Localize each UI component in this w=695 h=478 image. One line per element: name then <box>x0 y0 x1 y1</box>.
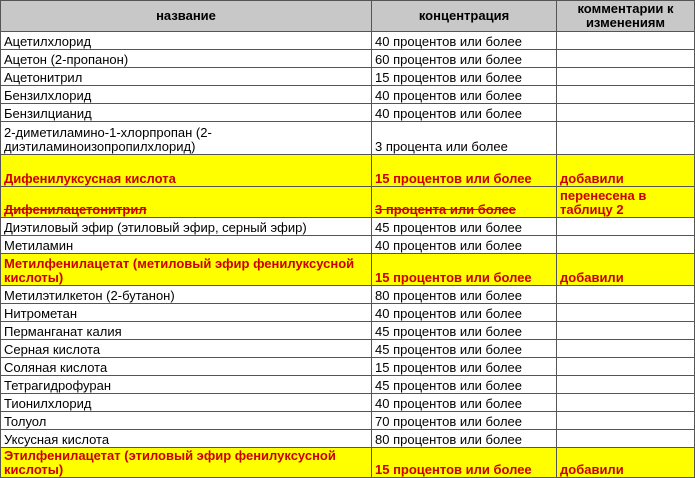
table-row <box>1 32 695 50</box>
cell-name: Соляная кислота <box>1 358 372 376</box>
table-row <box>1 304 695 322</box>
cell-comment <box>557 236 695 254</box>
cell-concentration: 70 процентов или более <box>372 412 557 430</box>
cell-name: Ацетонитрил <box>1 68 372 86</box>
table-row <box>1 340 695 358</box>
cell-name: Перманганат калия <box>1 322 372 340</box>
cell-comment <box>557 376 695 394</box>
cell-name: Тионилхлорид <box>1 394 372 412</box>
column-header-concentration: концентрация <box>372 1 557 32</box>
cell-comment <box>557 104 695 122</box>
cell-concentration: 45 процентов или более <box>372 340 557 358</box>
cell-concentration: 3 процента или более <box>372 122 557 155</box>
cell-concentration: 80 процентов или более <box>372 430 557 448</box>
cell-concentration: 3 процента или более <box>372 187 557 218</box>
cell-name: Метилэтилкетон (2-бутанон) <box>1 286 372 304</box>
cell-comment <box>557 412 695 430</box>
cell-name: Нитрометан <box>1 304 372 322</box>
cell-name: Ацетон (2-пропанон) <box>1 50 372 68</box>
cell-name: Ацетилхлорид <box>1 32 372 50</box>
table-row-removed <box>1 187 695 218</box>
cell-name: Уксусная кислота <box>1 430 372 448</box>
cell-comment <box>557 394 695 412</box>
table-row <box>1 412 695 430</box>
header-row <box>1 1 695 32</box>
cell-comment: добавили <box>557 448 695 478</box>
cell-concentration: 15 процентов или более <box>372 254 557 286</box>
table-row-highlighted <box>1 448 695 478</box>
cell-name: Этилфенилацетат (этиловый эфир фенилуксусной кислоты) <box>1 448 372 478</box>
cell-concentration: 40 процентов или более <box>372 104 557 122</box>
cell-comment <box>557 218 695 236</box>
column-header-name: название <box>1 1 372 32</box>
cell-name: Дифенилуксусная кислота <box>1 155 372 187</box>
cell-comment <box>557 68 695 86</box>
cell-concentration: 45 процентов или более <box>372 322 557 340</box>
table-row <box>1 104 695 122</box>
table-row <box>1 218 695 236</box>
cell-concentration: 40 процентов или более <box>372 394 557 412</box>
cell-comment <box>557 322 695 340</box>
cell-name: Диэтиловый эфир (этиловый эфир, серный эфир) <box>1 218 372 236</box>
cell-concentration: 60 процентов или более <box>372 50 557 68</box>
cell-concentration: 40 процентов или более <box>372 304 557 322</box>
cell-concentration: 45 процентов или более <box>372 218 557 236</box>
cell-comment: добавили <box>557 155 695 187</box>
table-row <box>1 376 695 394</box>
table-row <box>1 358 695 376</box>
table-row-highlighted <box>1 155 695 187</box>
cell-concentration: 15 процентов или более <box>372 68 557 86</box>
cell-concentration: 15 процентов или более <box>372 358 557 376</box>
cell-comment <box>557 430 695 448</box>
table-row <box>1 430 695 448</box>
table-row <box>1 394 695 412</box>
cell-comment: добавили <box>557 254 695 286</box>
table-row <box>1 68 695 86</box>
cell-concentration: 15 процентов или более <box>372 448 557 478</box>
cell-comment <box>557 32 695 50</box>
cell-name: 2-диметиламино-1-хлорпропан (2-диэтиламиноизопропилхлорид) <box>1 122 372 155</box>
cell-name: Метиламин <box>1 236 372 254</box>
cell-concentration: 40 процентов или более <box>372 32 557 50</box>
cell-comment <box>557 86 695 104</box>
cell-comment <box>557 286 695 304</box>
table-row <box>1 86 695 104</box>
cell-name: Толуол <box>1 412 372 430</box>
cell-comment: перенесена в таблицу 2 <box>557 187 695 218</box>
table-row <box>1 322 695 340</box>
table-row <box>1 122 695 155</box>
cell-concentration: 80 процентов или более <box>372 286 557 304</box>
table-row <box>1 286 695 304</box>
cell-comment <box>557 122 695 155</box>
cell-name: Серная кислота <box>1 340 372 358</box>
cell-concentration: 40 процентов или более <box>372 86 557 104</box>
cell-name: Дифенилацетонитрил <box>1 187 372 218</box>
cell-comment <box>557 50 695 68</box>
cell-comment <box>557 340 695 358</box>
table-row <box>1 50 695 68</box>
cell-name: Бензилхлорид <box>1 86 372 104</box>
cell-concentration: 40 процентов или более <box>372 236 557 254</box>
table-row <box>1 236 695 254</box>
column-header-comments: комментарии к изменениям <box>557 1 695 32</box>
table-row-highlighted <box>1 254 695 286</box>
cell-comment <box>557 358 695 376</box>
cell-name: Тетрагидрофуран <box>1 376 372 394</box>
cell-name: Метилфенилацетат (метиловый эфир фенилуксусной кислоты) <box>1 254 372 286</box>
cell-concentration: 15 процентов или более <box>372 155 557 187</box>
cell-name: Бензилцианид <box>1 104 372 122</box>
cell-comment <box>557 304 695 322</box>
cell-concentration: 45 процентов или более <box>372 376 557 394</box>
